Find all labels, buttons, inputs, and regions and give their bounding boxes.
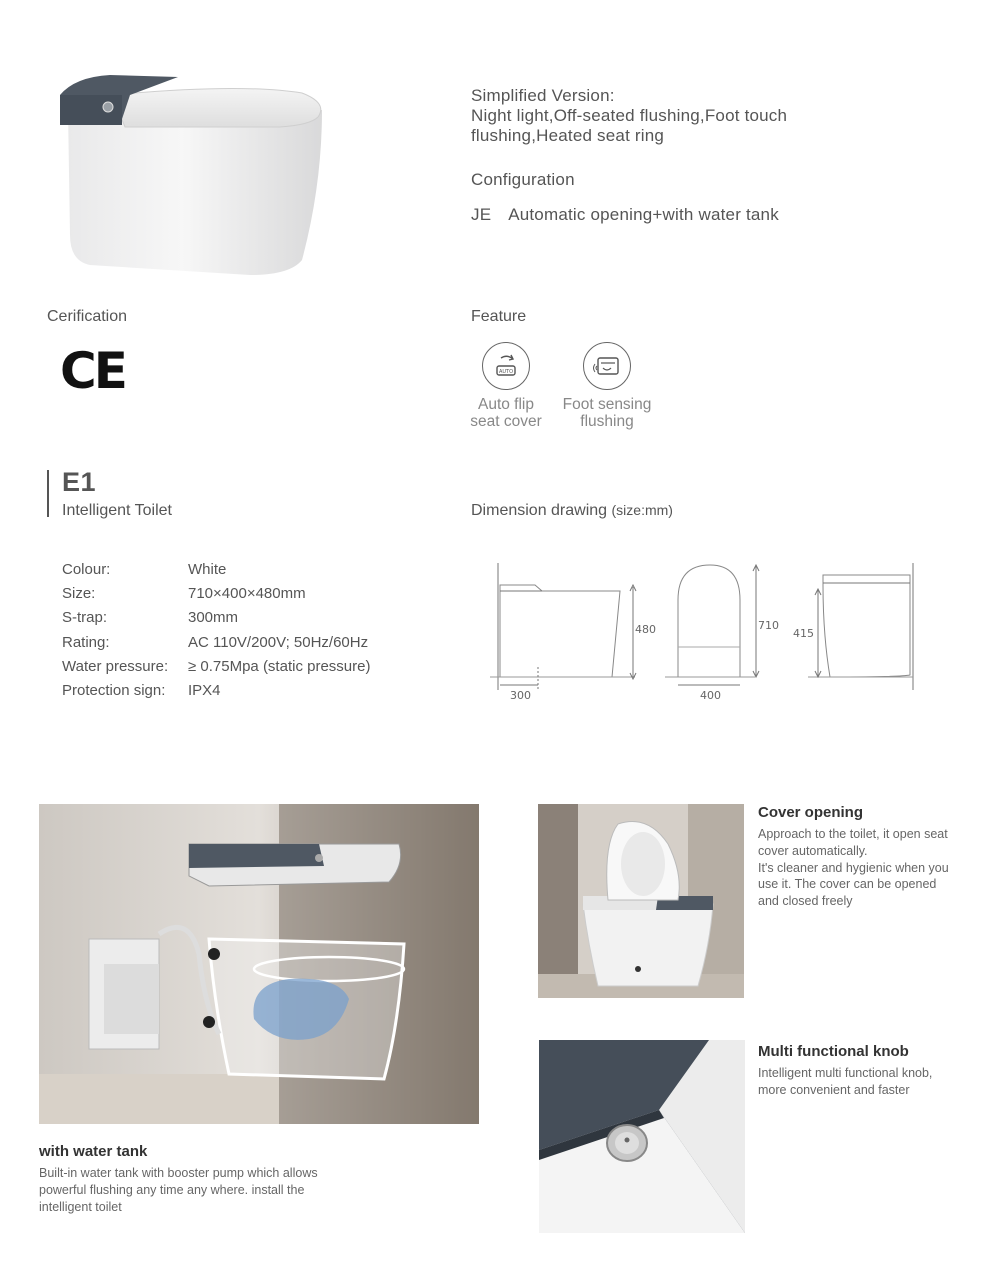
dimension-label: 480: [635, 623, 656, 636]
hero-toilet-image: [50, 65, 330, 280]
dimension-drawing: [490, 555, 930, 705]
auto-flip-icon: [482, 342, 530, 390]
certification-label: Cerification: [47, 308, 128, 325]
title-bar-divider: [47, 470, 49, 517]
water-tank-description: Built-in water tank with booster pump which allows: [39, 1166, 318, 1180]
water-tank-description: powerful flushing any time any where. install the: [39, 1182, 305, 1197]
configuration-description: Automatic opening+with water tank: [508, 205, 779, 224]
dimension-label: 300: [510, 689, 531, 702]
dimension-label: 415: [793, 627, 814, 640]
simplified-version-line: flushing,Heated seat ring: [471, 126, 665, 145]
feature-caption: Foot sensing: [562, 396, 652, 413]
ce-mark: CE: [60, 342, 125, 400]
water-tank-photo: [39, 804, 479, 1124]
auto-badge: AUTO: [498, 369, 514, 375]
spec-row: S-trap: 300mm: [62, 609, 239, 627]
feature-foot-sensing: [552, 342, 662, 430]
knob-photo: [539, 1040, 745, 1233]
cover-opening-description: It's cleaner and hygienic when you: [758, 860, 949, 875]
simplified-version-title: Simplified Version:: [471, 86, 615, 105]
feature-caption: seat cover: [470, 413, 542, 430]
water-tank-description: intelligent toilet: [39, 1199, 122, 1214]
spec-row: Water pressure: ≥ 0.75Mpa (static pressure): [62, 657, 371, 675]
feature-auto-flip: [451, 342, 561, 430]
product-name: Intelligent Toilet: [62, 502, 172, 519]
cover-opening-description: and closed freely: [758, 894, 853, 909]
dimension-label: 710: [758, 619, 779, 632]
feature-caption: flushing: [580, 413, 634, 430]
feature-caption: Auto flip: [477, 396, 534, 413]
foot-sensing-icon: [583, 342, 631, 390]
spec-row: Protection sign: IPX4: [62, 681, 221, 699]
spec-table: [62, 561, 370, 706]
knob-title: Multi functional knob: [758, 1043, 909, 1060]
knob-description: more convenient and faster: [758, 1082, 910, 1097]
dimension-unit: (size:mm): [611, 502, 673, 518]
configuration-title: Configuration: [471, 170, 575, 189]
spec-row: Colour: White: [62, 561, 227, 578]
knob-description: Intelligent multi functional knob,: [758, 1066, 933, 1080]
cover-opening-title: Cover opening: [758, 804, 864, 821]
water-tank-title: with water tank: [39, 1143, 148, 1160]
dimension-title: Dimension drawing (size:mm): [471, 502, 673, 519]
spec-row: Rating: AC 110V/200V; 50Hz/60Hz: [62, 633, 369, 651]
configuration-code: JE: [471, 205, 492, 224]
cover-opening-description: cover automatically.: [758, 843, 868, 858]
cover-opening-description: use it. The cover can be opened: [758, 877, 937, 892]
simplified-version-line: Night light,Off-seated flushing,Foot touch: [471, 106, 788, 125]
cover-opening-description: Approach to the toilet, it open seat: [758, 827, 948, 841]
dimension-label: 400: [700, 689, 721, 702]
configuration-value: [471, 205, 779, 225]
feature-label: Feature: [471, 308, 527, 325]
cover-opening-photo: [538, 804, 744, 998]
product-model: E1: [62, 467, 97, 497]
spec-row: Size: 710×400×480mm: [62, 585, 306, 603]
